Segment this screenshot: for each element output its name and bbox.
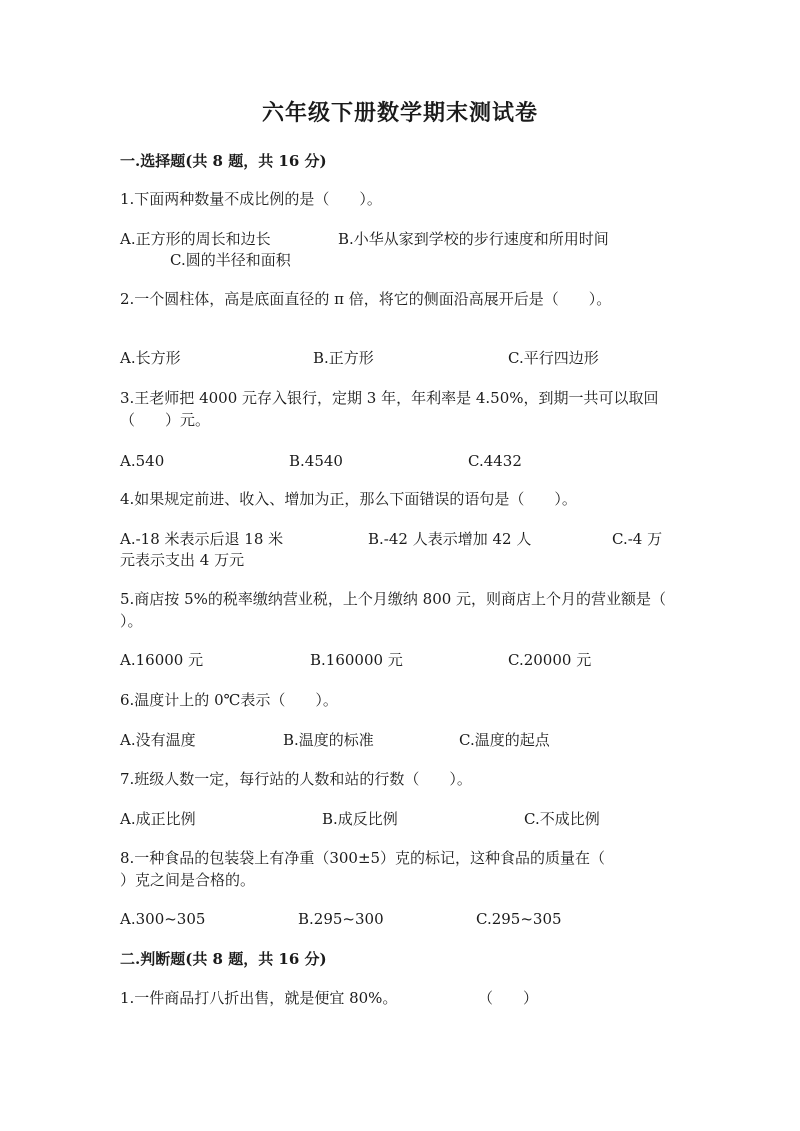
section-heading-choice: 一.选择题(共 8 题，共 16 分) [120,152,327,170]
question-4-option-c-continued: 元表示支出 4 万元 [120,551,245,569]
question-8-option-b: B.295~300 [298,910,384,928]
question-3-option-c: C.4432 [468,452,522,470]
question-1-stem: 1.下面两种数量不成比例的是（ ）。 [120,190,382,208]
question-2-option-b: B.正方形 [313,349,374,367]
question-1-option-a: A.正方形的周长和边长 [120,230,271,248]
judgment-1-stem: 1.一件商品打八折出售，就是便宜 80%。 [120,989,398,1007]
question-4-option-a: A.-18 米表示后退 18 米 [120,530,284,548]
question-6-option-c: C.温度的起点 [459,731,550,749]
question-4-option-b: B.-42 人表示增加 42 人 [368,530,532,548]
question-5-option-c: C.20000 元 [508,651,592,669]
page-title: 六年级下册数学期末测试卷 [261,100,538,126]
question-6-stem: 6.温度计上的 0℃表示（ ）。 [120,691,338,709]
question-5-stem: 5.商店按 5%的税率缴纳营业税，上个月缴纳 800 元，则商店上个月的营业额是（ ）。 [120,590,697,630]
question-1-option-b: B.小华从家到学校的步行速度和所用时间 [338,230,609,248]
question-3-option-a: A.540 [120,452,165,470]
question-4-stem: 4.如果规定前进、收入、增加为正，那么下面错误的语句是（ ）。 [120,490,577,508]
question-5-option-a: A.16000 元 [120,651,204,669]
question-2-option-c: C.平行四边形 [508,349,599,367]
question-7-option-a: A.成正比例 [120,810,196,828]
judgment-1-answer-blank[interactable]: （ ） [478,989,539,1007]
question-7-stem: 7.班级人数一定，每行站的人数和站的行数（ ）。 [120,770,472,788]
question-7-option-c: C.不成比例 [524,810,600,828]
question-2-option-a: A.长方形 [120,349,181,367]
question-7-option-b: B.成反比例 [322,810,398,828]
question-6-option-a: A.没有温度 [120,731,196,749]
question-3-stem: 3.王老师把 4000 元存入银行，定期 3 年，年利率是 4.50%，到期一共可以取回（ ）元。 [120,389,659,429]
question-3-option-b: B.4540 [289,452,343,470]
section-heading-judgment: 二.判断题(共 8 题，共 16 分) [120,950,327,968]
question-1-option-c: C.圆的半径和面积 [170,251,291,269]
question-8-stem: 8.一种食品的包装袋上有净重（300±5）克的标记，这种食品的质量在（ ）克之间是合格的。 [120,849,636,889]
question-8-option-c: C.295~305 [476,910,562,928]
question-4-option-c: C.-4 万 [612,530,663,548]
question-8-option-a: A.300~305 [120,910,206,928]
question-2-stem: 2.一个圆柱体，高是底面直径的 π 倍，将它的侧面沿高展开后是（ ）。 [120,290,612,308]
question-5-option-b: B.160000 元 [310,651,403,669]
question-6-option-b: B.温度的标准 [283,731,374,749]
